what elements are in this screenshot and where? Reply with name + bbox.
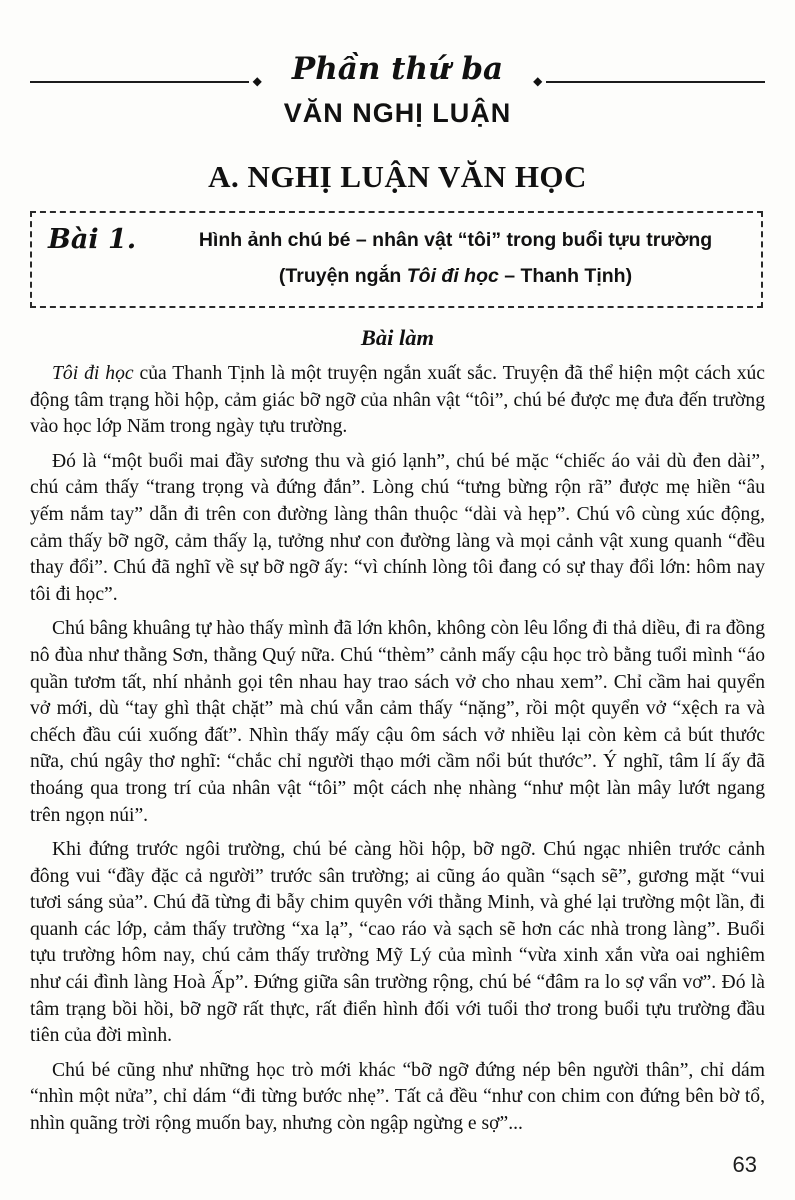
decorative-rule-right: [546, 81, 765, 83]
diamond-icon: ◆: [252, 74, 262, 88]
essay-paragraph-1: [30, 361, 765, 441]
section-title: VĂN NGHỊ LUẬN: [283, 98, 512, 128]
page-number: 63: [732, 1152, 757, 1177]
essay-heading: Bài làm: [360, 325, 435, 350]
essay-paragraph-5: Chú bé cũng như những học trò mới khác “bỡ ngỡ đứng nép bên người thân”, chỉ dám “nhìn một nửa”, chỉ dám “đi từng bước nhẹ”. Tất cả đều “như con chim con đứng bên bờ tổ, nhìn quãng trời rộng muốn bay, nhưng còn ngập ngừng e sợ”...: [30, 1059, 765, 1135]
part-header: [30, 52, 765, 129]
part-label-row: [30, 52, 765, 94]
essay-paragraph-2: Đó là “một buổi mai đầy sương thu và gió lạnh”, chú bé mặc “chiếc áo vải dù đen dài”, chú cảm thấy “trang trọng và đứng đắn”. Lòng chú “tưng bừng rộn rã” được mẹ hiền “âu yếm nắm tay” dẫn đi trên con đường làng thân thuộc “dài và hẹp”. Chú vô cùng xúc động, cảm thấy bỡ ngỡ, cảm thấy lạ, tưởng như con đường làng và mọi cảnh vật xung quanh “đều thay đổi”. Chú đã nghĩ về sự bỡ ngỡ ấy: “vì chính lòng tôi đang có sự thay đổi lớn: hôm nay tôi đi học”.: [30, 450, 765, 605]
essay-body: [30, 361, 765, 1138]
chapter-title: A. NGHỊ LUẬN VĂN HỌC: [208, 159, 587, 194]
work-title-italic: Tôi đi học: [52, 363, 134, 384]
lesson-title-line2: [166, 258, 745, 294]
lesson-box: [30, 211, 763, 308]
diamond-icon: ◆: [533, 74, 543, 88]
decorative-rule-left: [30, 81, 249, 83]
lesson-subtitle-prefix: (Truyện ngắn: [278, 265, 407, 287]
lesson-label: Bài 1.: [48, 224, 137, 255]
essay-paragraph-4: Khi đứng trước ngôi trường, chú bé càng hồi hộp, bỡ ngỡ. Chú ngạc nhiên trước cảnh đông vui “đầy đặc cả người” trước sân trường; ai cũng áo quần “sạch sẽ”, gương mặt “vui tươi sáng sủa”. Chú đã từng đi bẫy chim quyên với thằng Minh, và ghé lại trường một lần, đi quanh các lớp, cảm thấy trường “xa lạ”, “cao ráo và sạch sẽ hơn các nhà trong làng”. Buổi tựu trường hôm nay, chú cảm thấy trường Mỹ Lý của mình “vừa xinh xắn vừa oai nghiêm như cái đình làng Hoà Ấp”. Đứng giữa sân trường rộng, chú bé “đâm ra lo sợ vẩn vơ”. Đó là tâm trạng bồi hồi, bỡ ngỡ rất thực, rất điển hình đối với tuổi thơ trong buổi tựu trường đầu tiên của đời mình.: [30, 839, 765, 1047]
essay-paragraph-3: Chú bâng khuâng tự hào thấy mình đã lớn khôn, không còn lêu lổng đi thả diều, đi ra đồng nô đùa như thằng Sơn, thằng Quý nữa. Chú “thèm” cảnh mấy cậu học trò bằng tuổi mình “áo quần tươm tất, nhí nhảnh gọi tên nhau hay trao sách vở cho nhau xem”. Chỉ cầm hai quyển vở mới, dù “tay ghì thật chặt” mà chú vẫn cảm thấy “nặng”, rồi một quyển vở “xệch ra và chếch đầu cúi xuống đất”. Nhìn thấy mấy cậu ôm sách vở nhiều lại còn kèm cả bút thước nữa, chú ngây thơ nghĩ: “chắc chỉ người thạo mới cầm nổi bút thước”. Ý nghĩ, tâm lí ấy đã thoáng qua trong trí của nhân vật “tôi” một cách nhẹ nhàng “như một làn mây lướt ngang trên ngọn núi”.: [30, 618, 765, 826]
paragraph-text: của Thanh Tịnh là một truyện ngắn xuất sắc. Truyện đã thể hiện một cách xúc động tâm trạng hồi hộp, cảm giác bỡ ngỡ của nhân vật “tôi”, chú bé được mẹ đưa đến trường vào học lớp Năm trong ngày tựu trường.: [30, 363, 765, 438]
lesson-title: [166, 222, 745, 294]
part-label: Phần thứ ba: [291, 51, 504, 87]
lesson-title-line1: Hình ảnh chú bé – nhân vật “tôi” trong buổi tựu trường: [198, 229, 713, 251]
lesson-subtitle-work-title: Tôi đi học: [406, 265, 499, 287]
lesson-subtitle-suffix: – Thanh Tịnh): [498, 265, 633, 287]
